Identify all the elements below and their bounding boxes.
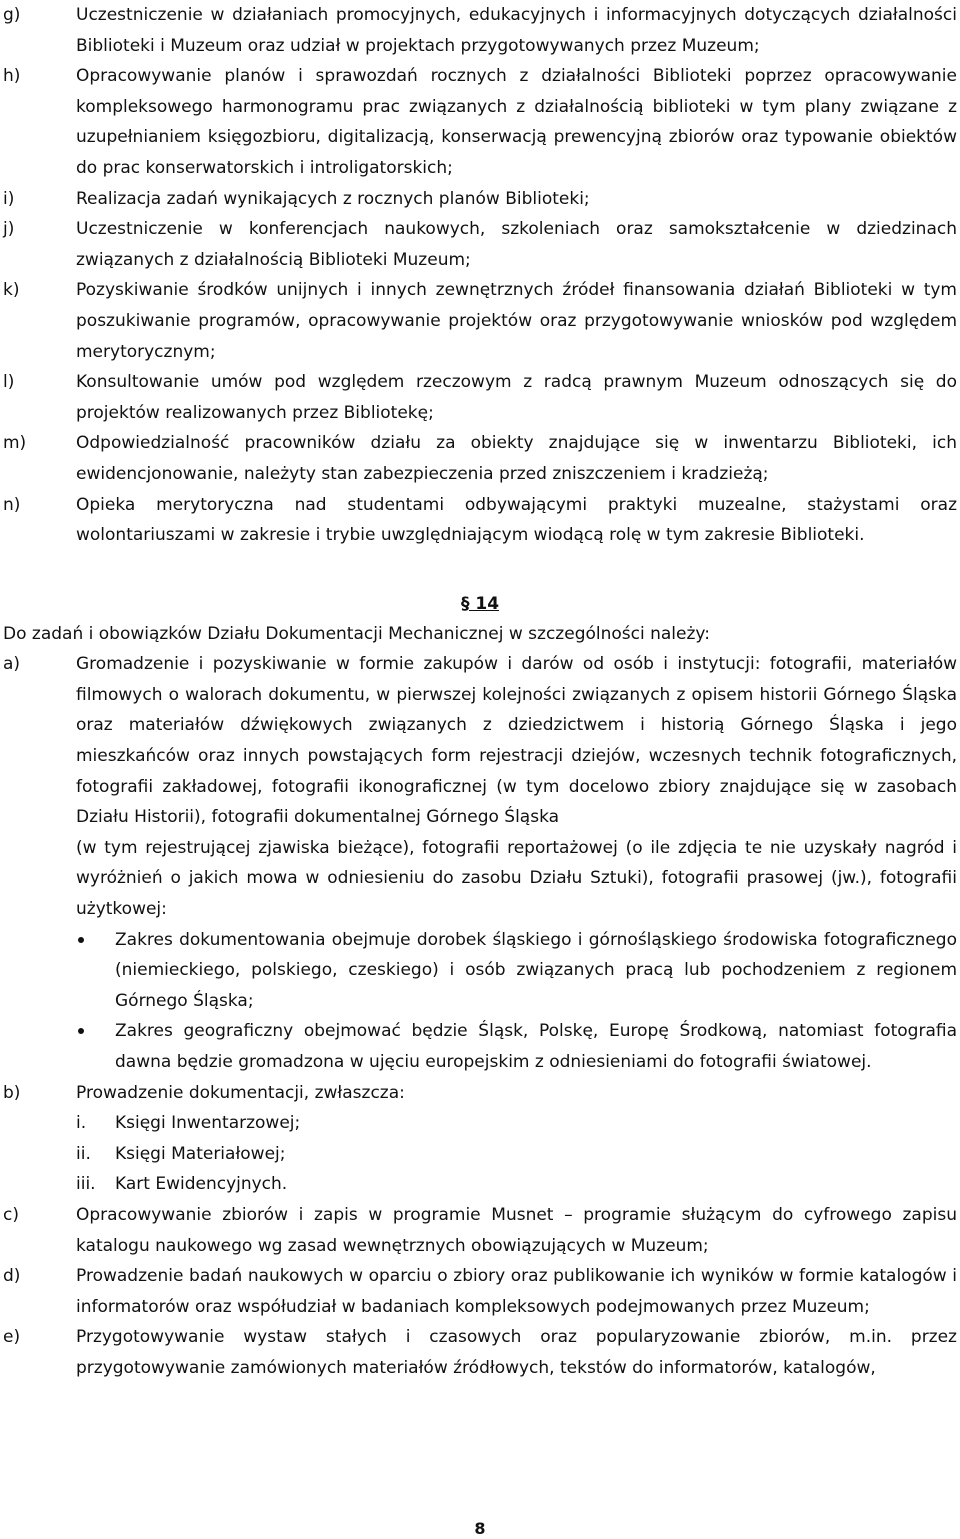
list-item	[0, 275, 960, 367]
list-marker: m)	[3, 433, 27, 454]
list-marker: n)	[3, 494, 21, 515]
list-text: Opracowywanie zbiorów i zapis w programie Musnet – programie służącym do cyfrowego zapisu katalogu naukowego wg zasad wewnętrznych obowiązujących w Muzeum;	[76, 1204, 957, 1256]
list-marker: j)	[3, 219, 15, 240]
section-intro: Do zadań i obowiązków Działu Dokumentacji Mechanicznej w szczególności należy:	[3, 623, 710, 644]
sub-list-marker: ii.	[76, 1143, 91, 1164]
sub-list-item	[0, 1139, 960, 1170]
list-item	[0, 1261, 960, 1322]
list-marker: k)	[3, 280, 20, 301]
bullet-icon	[78, 1028, 84, 1034]
list-item	[0, 1322, 960, 1383]
list-text: Opracowywanie planów i sprawozdań rocznych z działalności Biblioteki poprzez opracowywanie kompleksowego harmonogramu prac związanych z działalnością biblioteki w tym plany związane z uzupełnianiem księgozbioru, digitalizacją, konserwacją prewencyjną zbiorów oraz typowanie obiektów do prac konserwatorskich i introligatorskich;	[76, 66, 957, 178]
item-b	[0, 1078, 960, 1200]
bullet-item	[0, 925, 960, 1017]
list-item	[0, 184, 960, 215]
sub-list-text: Księgi Inwentarzowej;	[115, 1113, 301, 1134]
sub-list-text: Kart Ewidencyjnych.	[115, 1174, 288, 1195]
bullet-text: Zakres dokumentowania obejmuje dorobek śląskiego i górnośląskiego środowiska fotograficznego (niemieckiego, polskiego, czeskiego) i osób związanych pracą lub pochodzeniem z regionem Górnego Śląska;	[115, 929, 957, 1011]
list-item	[0, 428, 960, 489]
section-heading: § 14	[460, 593, 500, 614]
list-item	[0, 649, 960, 833]
list-item-continuation: (w tym rejestrującej zjawiska bieżące), fotografii reportażowej (o ile zdjęcia te nie uzyskały nagród i wyróżnień o jakich mowa w odniesieniu do zasobu Działu Sztuki), fotografii prasowej (jw.), fotografii użytkowej:	[76, 837, 957, 920]
list-bottom	[0, 1200, 960, 1384]
list-item	[0, 490, 960, 551]
list-marker: d)	[3, 1266, 21, 1287]
list-item	[0, 214, 960, 275]
list-text: Uczestniczenie w konferencjach naukowych, szkoleniach oraz samokształcenie w dziedzinach związanych z działalnością Biblioteki Muzeum;	[76, 219, 957, 270]
list-text: Prowadzenie dokumentacji, zwłaszcza:	[76, 1082, 405, 1103]
sub-list-marker: iii.	[76, 1174, 96, 1195]
list-marker: b)	[3, 1082, 21, 1103]
list-text: Realizacja zadań wynikających z rocznych planów Biblioteki;	[76, 188, 590, 209]
list-item	[0, 61, 960, 183]
list-item	[0, 367, 960, 428]
bullet-icon	[78, 937, 84, 943]
list-text: Uczestniczenie w działaniach promocyjnych, edukacyjnych i informacyjnych dotyczących działalności Biblioteki i Muzeum oraz udział w projektach przygotowywanych przez Muzeum;	[76, 5, 957, 56]
list-item	[0, 1200, 960, 1261]
bullet-item	[0, 1016, 960, 1077]
list-marker: h)	[3, 66, 21, 87]
list-marker: e)	[3, 1327, 21, 1348]
sub-list-item	[0, 1108, 960, 1139]
list-item	[0, 1078, 960, 1109]
page-number: 8	[474, 1519, 486, 1538]
sub-list-text: Księgi Materiałowej;	[115, 1143, 286, 1164]
list-text: Konsultowanie umów pod względem rzeczowym z radcą prawnym Muzeum odnoszących się do projektów realizowanych przez Bibliotekę;	[76, 372, 957, 423]
list-text: Pozyskiwanie środków unijnych i innych zewnętrznych źródeł finansowania działań Biblioteki w tym poszukiwanie programów, opracowywanie projektów oraz przygotowywanie wniosków pod względem merytorycznym;	[76, 280, 957, 362]
list-marker: c)	[3, 1204, 19, 1225]
list-text: Prowadzenie badań naukowych w oparciu o zbiory oraz publikowanie ich wyników w formie katalogów i informatorów oraz współudział w badaniach kompleksowych podejmowanych przez Muzeum;	[76, 1266, 957, 1317]
bullet-text: Zakres geograficzny obejmować będzie Śląsk, Polskę, Europę Środkową, natomiast fotografia dawna będzie gromadzona w ujęciu europejskim z odniesieniami do fotografii światowej.	[115, 1021, 957, 1072]
list-text: Przygotowywanie wystaw stałych i czasowych oraz popularyzowanie zbiorów, m.in. przez przygotowywanie zamówionych materiałów źródłowych, tekstów do informatorów, katalogów,	[76, 1327, 957, 1378]
sub-list-marker: i.	[76, 1113, 87, 1134]
item-a	[0, 649, 960, 1077]
list-item	[0, 0, 960, 61]
list-text: Gromadzenie i pozyskiwanie w formie zakupów i darów od osób i instytucji: fotografii, materiałów filmowych o walorach dokumentu, w pierwszej kolejności związanych z opisem historii Górnego Śląska oraz materiałów dźwiękowych związanych z dziedzictwem i historią Górnego Śląska i jego mieszkańców oraz innych powstających form rejestracji dziejów, wczesnych technik fotograficznych, fotografii zakładowej, fotografii ikonograficznej (w tym docelowo zbiory znajdujące się w zasobach Działu Historii), fotografii dokumentalnej Górnego Śląska	[76, 654, 957, 828]
list-text: Odpowiedzialność pracowników działu za obiekty znajdujące się w inwentarzu Biblioteki, ich ewidencjonowanie, należyty stan zabezpieczenia przed zniszczeniem i kradzieżą;	[76, 433, 957, 484]
list-text: Opieka merytoryczna nad studentami odbywającymi praktyki muzealne, stażystami oraz wolontariuszami w zakresie i trybie uwzględniającym wiodącą rolę w tym zakresie Biblioteki.	[76, 494, 957, 546]
sub-list-item	[0, 1169, 960, 1200]
list-marker: l)	[3, 372, 15, 393]
list-marker: g)	[3, 5, 21, 25]
list-marker: a)	[3, 654, 21, 675]
list-marker: i)	[3, 188, 15, 209]
list-top	[0, 0, 960, 551]
